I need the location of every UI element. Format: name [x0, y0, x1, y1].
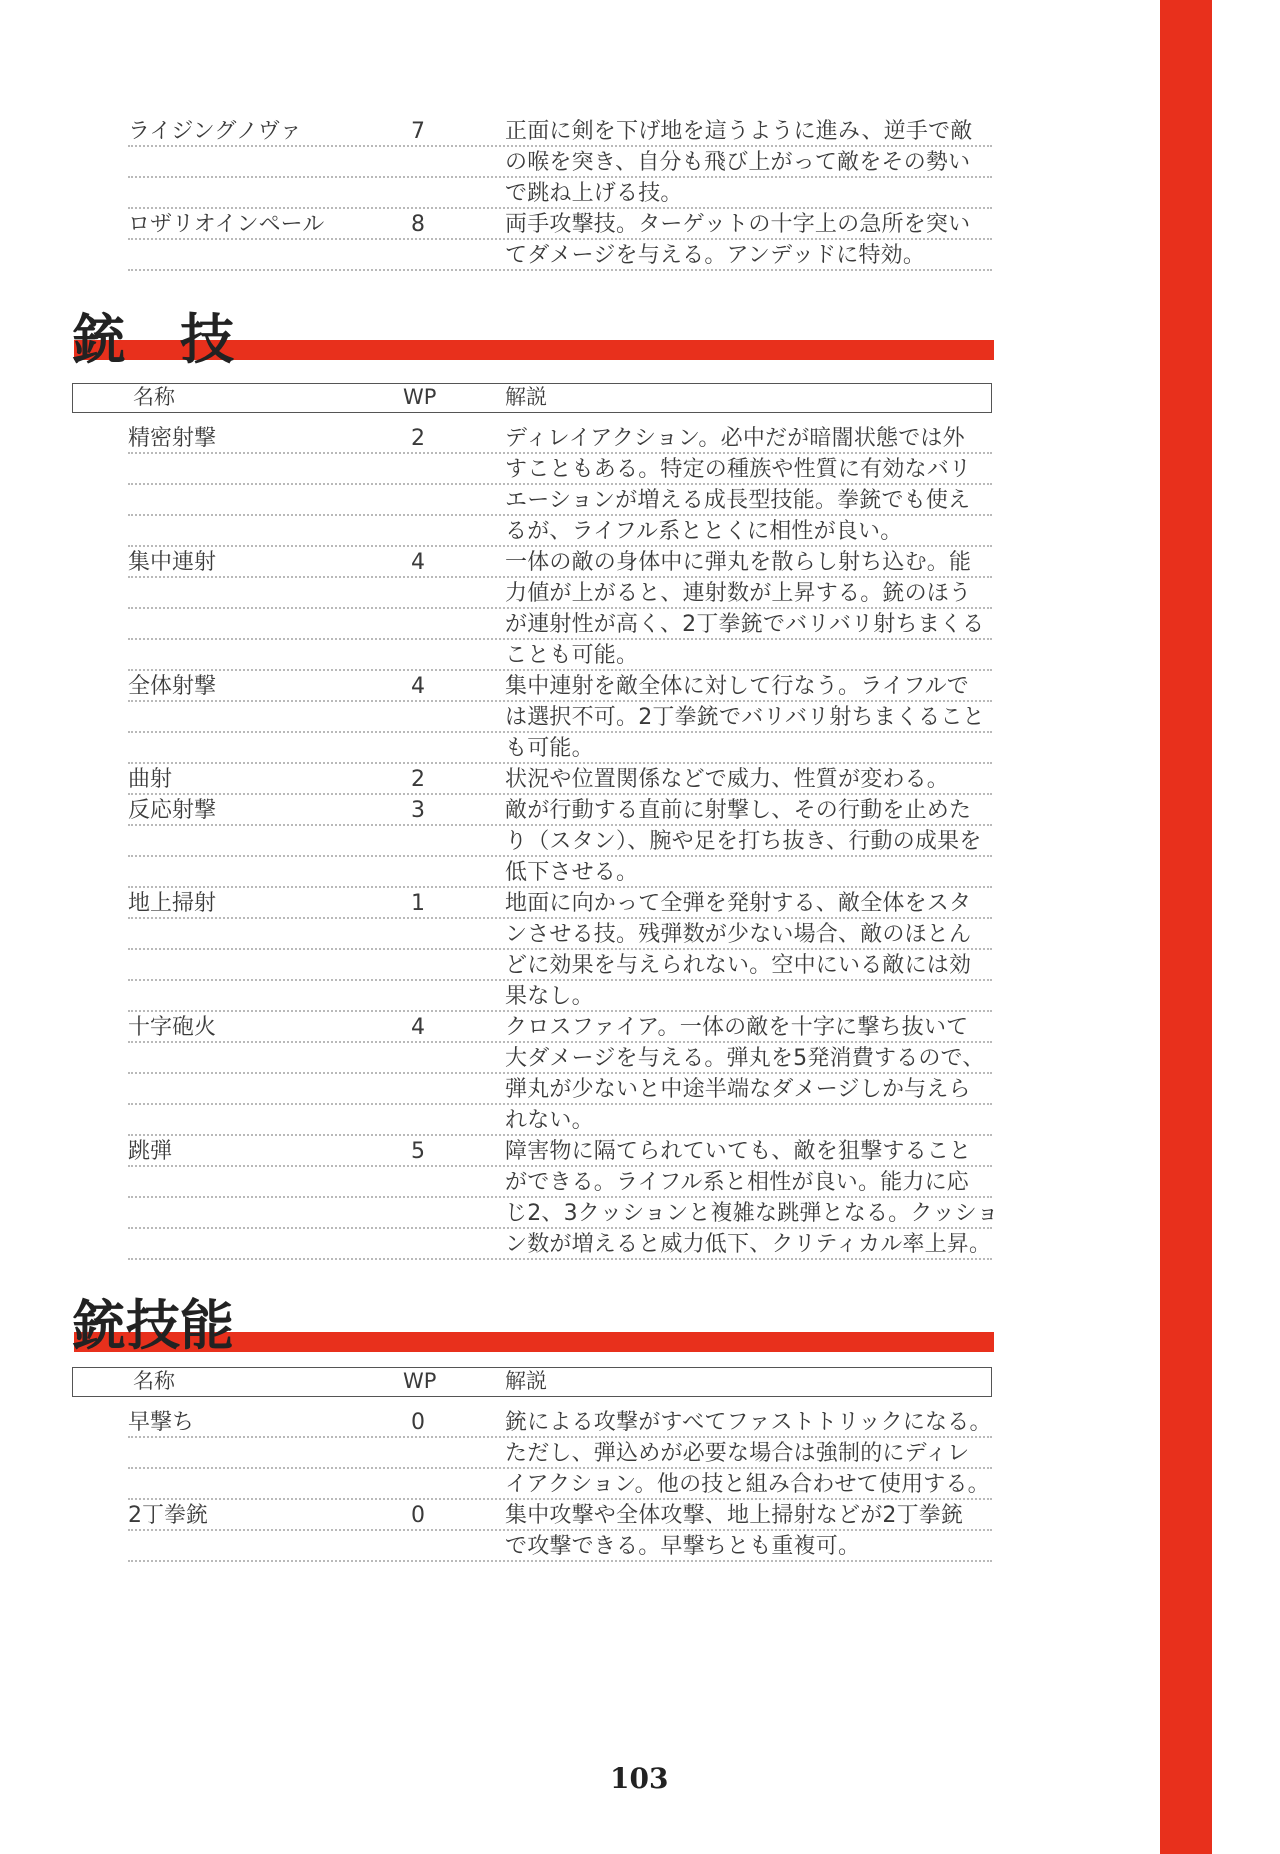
header-desc: 解説 [505, 385, 547, 409]
skill-description [505, 209, 995, 271]
skill-description [505, 1012, 995, 1136]
description-line: れない。 [505, 1108, 594, 1133]
skill-description [505, 423, 995, 547]
skill-name: ライジングノヴァ [128, 119, 302, 144]
dotted-rule [128, 452, 992, 454]
description-line: で跳ね上げる技。 [505, 181, 683, 206]
description-line: 低下させる。 [505, 860, 639, 885]
dotted-rule [128, 269, 992, 271]
description-line: イアクション。他の技と組み合わせて使用する。 [505, 1472, 990, 1497]
skill-name: 曲射 [128, 767, 173, 792]
skill-wp: 7 [411, 119, 425, 144]
description-line: ンさせる技。残弾数が少ない場合、敵のほとん [505, 922, 972, 947]
dotted-rule [128, 145, 992, 147]
dotted-rule [128, 917, 992, 919]
skill-name: 全体射撃 [128, 674, 217, 699]
description-line: 両手攻撃技。ターゲットの十字上の急所を突い [505, 212, 971, 237]
skill-wp: 8 [411, 212, 425, 237]
dotted-rule [128, 1560, 992, 1562]
description-line: 銃による攻撃がすべてファストトリックになる。 [505, 1410, 992, 1435]
table-row [0, 764, 1000, 795]
skill-wp: 2 [411, 767, 425, 792]
description-line: ことも可能。 [505, 643, 639, 668]
description-line: 集中連射を敵全体に対して行なう。ライフルで [505, 674, 970, 699]
description-line: 力値が上がると、連射数が上昇する。銃のほう [505, 581, 972, 606]
table-header [72, 383, 992, 413]
description-line: 集中攻撃や全体攻撃、地上掃射などが2丁拳銃 [505, 1503, 964, 1528]
continued-skill-table [0, 116, 1000, 271]
table-header [72, 1367, 992, 1397]
description-line: り（スタン）、腕や足を打ち抜き、行動の成果を [505, 829, 982, 854]
skill-name: 早撃ち [128, 1410, 195, 1435]
skill-wp: 1 [411, 891, 425, 916]
description-line: じ2、3クッションと複雑な跳弾となる。クッショ [505, 1201, 999, 1226]
dotted-rule [128, 638, 992, 640]
skill-description [505, 547, 995, 671]
skill-wp: 0 [411, 1410, 425, 1435]
description-line: 弾丸が少ないと中途半端なダメージしか与えら [505, 1077, 971, 1102]
dotted-rule [128, 1436, 992, 1438]
dotted-rule [128, 1529, 992, 1531]
dotted-rule [128, 1258, 992, 1260]
section-title: 銃技能 [72, 1294, 234, 1357]
skill-name: ロザリオインペール [128, 212, 325, 237]
skill-name: 地上掃射 [128, 891, 217, 916]
table-row [0, 1012, 1000, 1136]
skill-description [505, 1136, 999, 1260]
skill-description [505, 671, 995, 764]
skill-description [505, 1500, 995, 1562]
description-line: 地面に向かって全弾を発射する、敵全体をスタ [505, 891, 972, 916]
dotted-rule [128, 1467, 992, 1469]
description-line: エーションが増える成長型技能。拳銃でも使え [505, 488, 971, 513]
description-line: ただし、弾込めが必要な場合は強制的にディレ [505, 1441, 970, 1466]
description-line: ン数が増えると威力低下、クリティカル率上昇。 [505, 1232, 992, 1257]
description-line: 障害物に隔てられていても、敵を狙撃すること [505, 1139, 972, 1164]
description-line: 状況や位置関係などで威力、性質が変わる。 [505, 767, 950, 792]
dotted-rule [128, 824, 992, 826]
section-heading-gun-skills [0, 310, 1000, 390]
table-row [0, 209, 1000, 271]
skill-name: 精密射撃 [128, 426, 217, 451]
skill-name: 跳弾 [128, 1139, 173, 1164]
dotted-rule [128, 1103, 992, 1105]
skill-description [505, 116, 995, 209]
header-name: 名称 [133, 385, 175, 409]
table-row [0, 795, 1000, 888]
dotted-rule [128, 855, 992, 857]
table-row [0, 547, 1000, 671]
dotted-rule [128, 948, 992, 950]
skill-description [505, 888, 995, 1012]
dotted-rule [128, 176, 992, 178]
header-wp: WP [403, 385, 437, 409]
section-heading-gun-abilities [0, 1296, 1000, 1376]
description-line: 敵が行動する直前に射撃し、その行動を止めた [505, 798, 972, 823]
description-line: ができる。ライフル系と相性が良い。能力に応 [505, 1170, 970, 1195]
description-line: 一体の敵の身体中に弾丸を散らし射ち込む。能 [505, 550, 972, 575]
dotted-rule [128, 514, 992, 516]
description-line: ディレイアクション。必中だが暗闇状態では外 [505, 426, 965, 451]
description-line: すこともある。特定の種族や性質に有効なバリ [505, 457, 972, 482]
dotted-rule [128, 731, 992, 733]
description-line: てダメージを与える。アンデッドに特効。 [505, 243, 926, 268]
table-row [0, 423, 1000, 547]
skill-name: 反応射撃 [128, 798, 217, 823]
gun-abilities-table [0, 1407, 1000, 1562]
dotted-rule [128, 576, 992, 578]
skill-wp: 4 [411, 1015, 425, 1040]
dotted-rule [128, 238, 992, 240]
page-number: 103 [610, 1762, 669, 1795]
skill-wp: 5 [411, 1139, 425, 1164]
description-line: どに効果を与えられない。空中にいる敵には効 [505, 953, 972, 978]
table-row [0, 116, 1000, 209]
table-row [0, 1136, 1000, 1260]
skill-wp: 0 [411, 1503, 425, 1528]
dotted-rule [128, 1196, 992, 1198]
dotted-rule [128, 1072, 992, 1074]
description-line: で攻撃できる。早撃ちとも重複可。 [505, 1534, 861, 1559]
skill-description [505, 764, 995, 795]
dotted-rule [128, 607, 992, 609]
dotted-rule [128, 1041, 992, 1043]
description-line: クロスファイア。一体の敵を十字に撃ち抜いて [505, 1015, 969, 1040]
table-row [0, 671, 1000, 764]
dotted-rule [128, 700, 992, 702]
dotted-rule [128, 483, 992, 485]
table-row [0, 1407, 1000, 1500]
header-wp: WP [403, 1369, 437, 1393]
description-line: 正面に剣を下げ地を這うように進み、逆手で敵 [505, 119, 973, 144]
description-line: るが、ライフル系ととくに相性が良い。 [505, 519, 903, 544]
dotted-rule [128, 1227, 992, 1229]
skill-name: 2丁拳銃 [128, 1503, 208, 1528]
description-line: 果なし。 [505, 984, 594, 1009]
header-name: 名称 [133, 1369, 175, 1393]
skill-description [505, 1407, 995, 1500]
dotted-rule [128, 1165, 992, 1167]
page-edge-red-strip [1160, 0, 1212, 1854]
description-line: は選択不可。2丁拳銃でバリバリ射ちまくること [505, 705, 985, 730]
skill-name: 十字砲火 [128, 1015, 217, 1040]
header-desc: 解説 [505, 1369, 547, 1393]
skill-wp: 2 [411, 426, 425, 451]
description-line: 大ダメージを与える。弾丸を5発消費するので、 [505, 1046, 985, 1071]
description-line: が連射性が高く、2丁拳銃でバリバリ射ちまくる [505, 612, 985, 637]
skill-name: 集中連射 [128, 550, 217, 575]
description-line: の喉を突き、自分も飛び上がって敵をその勢い [505, 150, 971, 175]
table-row [0, 1500, 1000, 1562]
table-row [0, 888, 1000, 1012]
dotted-rule [128, 979, 992, 981]
gun-skills-table [0, 423, 1000, 1260]
skill-wp: 4 [411, 674, 425, 699]
skill-wp: 3 [411, 798, 425, 823]
section-title: 銃 技 [72, 308, 234, 371]
skill-wp: 4 [411, 550, 425, 575]
skill-description [505, 795, 995, 888]
description-line: も可能。 [505, 736, 594, 761]
